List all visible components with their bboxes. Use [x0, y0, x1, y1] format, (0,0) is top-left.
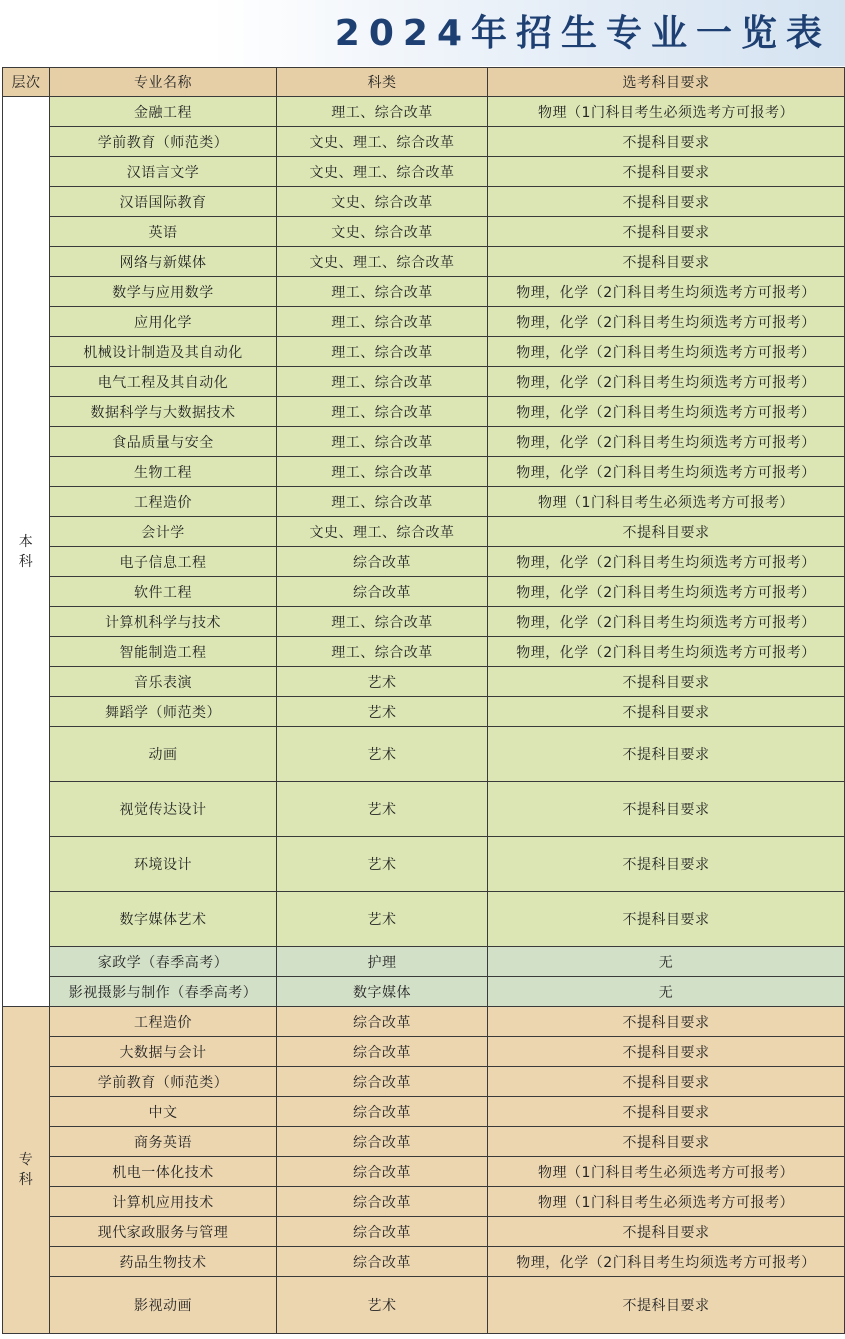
table-row	[3, 1037, 845, 1067]
requirement-cell: 不提科目要求	[488, 697, 845, 727]
requirement-cell: 不提科目要求	[488, 782, 845, 837]
requirement-cell: 物理，化学（2门科目考生均须选考方可报考）	[488, 367, 845, 397]
category-cell: 文史、综合改革	[277, 217, 488, 247]
category-cell: 文史、综合改革	[277, 187, 488, 217]
major-name-cell: 动画	[50, 727, 277, 782]
category-cell: 理工、综合改革	[277, 307, 488, 337]
major-name-cell: 工程造价	[50, 487, 277, 517]
table-row	[3, 457, 845, 487]
major-name-cell: 家政学（春季高考）	[50, 947, 277, 977]
category-cell: 综合改革	[277, 1007, 488, 1037]
major-name-cell: 学前教育（师范类）	[50, 127, 277, 157]
requirement-cell: 不提科目要求	[488, 837, 845, 892]
table-row	[3, 1247, 845, 1277]
major-name-cell: 英语	[50, 217, 277, 247]
major-name-cell: 应用化学	[50, 307, 277, 337]
header-subject-requirement: 选考科目要求	[488, 68, 845, 97]
majors-table	[2, 67, 845, 1334]
major-name-cell: 生物工程	[50, 457, 277, 487]
table-row	[3, 217, 845, 247]
category-cell: 文史、理工、综合改革	[277, 127, 488, 157]
requirement-cell: 不提科目要求	[488, 247, 845, 277]
table-row	[3, 977, 845, 1007]
category-cell: 理工、综合改革	[277, 637, 488, 667]
category-cell: 艺术	[277, 1277, 488, 1334]
table-row	[3, 187, 845, 217]
category-cell: 艺术	[277, 837, 488, 892]
major-name-cell: 工程造价	[50, 1007, 277, 1037]
major-name-cell: 机电一体化技术	[50, 1157, 277, 1187]
requirement-cell: 物理，化学（2门科目考生均须选考方可报考）	[488, 337, 845, 367]
major-name-cell: 大数据与会计	[50, 1037, 277, 1067]
category-cell: 理工、综合改革	[277, 397, 488, 427]
major-name-cell: 食品质量与安全	[50, 427, 277, 457]
table-row	[3, 1187, 845, 1217]
category-cell: 理工、综合改革	[277, 457, 488, 487]
table-row	[3, 697, 845, 727]
major-name-cell: 环境设计	[50, 837, 277, 892]
requirement-cell: 不提科目要求	[488, 892, 845, 947]
category-cell: 理工、综合改革	[277, 337, 488, 367]
category-cell: 综合改革	[277, 547, 488, 577]
category-cell: 综合改革	[277, 1217, 488, 1247]
major-name-cell: 影视摄影与制作（春季高考）	[50, 977, 277, 1007]
requirement-cell: 不提科目要求	[488, 217, 845, 247]
table-row	[3, 637, 845, 667]
header-category: 科类	[277, 68, 488, 97]
major-name-cell: 音乐表演	[50, 667, 277, 697]
header-major-name: 专业名称	[50, 68, 277, 97]
requirement-cell: 物理，化学（2门科目考生均须选考方可报考）	[488, 397, 845, 427]
major-name-cell: 中文	[50, 1097, 277, 1127]
major-name-cell: 学前教育（师范类）	[50, 1067, 277, 1097]
requirement-cell: 不提科目要求	[488, 1127, 845, 1157]
major-name-cell: 电气工程及其自动化	[50, 367, 277, 397]
table-row	[3, 517, 845, 547]
category-cell: 文史、理工、综合改革	[277, 247, 488, 277]
category-cell: 艺术	[277, 697, 488, 727]
category-cell: 数字媒体	[277, 977, 488, 1007]
major-name-cell: 金融工程	[50, 97, 277, 127]
requirement-cell: 物理（1门科目考生必须选考方可报考）	[488, 487, 845, 517]
category-cell: 艺术	[277, 667, 488, 697]
requirement-cell: 不提科目要求	[488, 187, 845, 217]
major-name-cell: 汉语国际教育	[50, 187, 277, 217]
table-row	[3, 947, 845, 977]
category-cell: 综合改革	[277, 1037, 488, 1067]
table-row	[3, 837, 845, 892]
table-row	[3, 782, 845, 837]
requirement-cell: 不提科目要求	[488, 727, 845, 782]
major-name-cell: 电子信息工程	[50, 547, 277, 577]
requirement-cell: 物理，化学（2门科目考生均须选考方可报考）	[488, 457, 845, 487]
category-cell: 文史、理工、综合改革	[277, 517, 488, 547]
requirement-cell: 物理，化学（2门科目考生均须选考方可报考）	[488, 547, 845, 577]
requirement-cell: 不提科目要求	[488, 1097, 845, 1127]
major-name-cell: 数据科学与大数据技术	[50, 397, 277, 427]
category-cell: 理工、综合改革	[277, 607, 488, 637]
major-name-cell: 计算机科学与技术	[50, 607, 277, 637]
category-cell: 理工、综合改革	[277, 487, 488, 517]
requirement-cell: 不提科目要求	[488, 1037, 845, 1067]
table-row	[3, 1067, 845, 1097]
category-cell: 艺术	[277, 892, 488, 947]
table-row	[3, 127, 845, 157]
table-row	[3, 1157, 845, 1187]
major-name-cell: 视觉传达设计	[50, 782, 277, 837]
table-header-row	[3, 68, 845, 97]
requirement-cell: 不提科目要求	[488, 1217, 845, 1247]
table-row	[3, 337, 845, 367]
table-row	[3, 607, 845, 637]
table-row	[3, 577, 845, 607]
requirement-cell: 物理，化学（2门科目考生均须选考方可报考）	[488, 607, 845, 637]
table-row	[3, 247, 845, 277]
category-cell: 文史、理工、综合改革	[277, 157, 488, 187]
category-cell: 理工、综合改革	[277, 277, 488, 307]
table-row	[3, 1277, 845, 1334]
category-cell: 护理	[277, 947, 488, 977]
major-name-cell: 数字媒体艺术	[50, 892, 277, 947]
requirement-cell: 物理，化学（2门科目考生均须选考方可报考）	[488, 307, 845, 337]
requirement-cell: 不提科目要求	[488, 127, 845, 157]
category-cell: 综合改革	[277, 577, 488, 607]
major-name-cell: 计算机应用技术	[50, 1187, 277, 1217]
table-row	[3, 547, 845, 577]
category-cell: 理工、综合改革	[277, 427, 488, 457]
table-row	[3, 892, 845, 947]
category-cell: 综合改革	[277, 1157, 488, 1187]
major-name-cell: 会计学	[50, 517, 277, 547]
table-row	[3, 727, 845, 782]
level-cell-zhuanke	[3, 1007, 50, 1334]
major-name-cell: 软件工程	[50, 577, 277, 607]
requirement-cell: 物理（1门科目考生必须选考方可报考）	[488, 1157, 845, 1187]
level-label: 本 科	[18, 533, 34, 570]
table-row	[3, 487, 845, 517]
major-name-cell: 舞蹈学（师范类）	[50, 697, 277, 727]
requirement-cell: 不提科目要求	[488, 1067, 845, 1097]
page-title: 2024年招生专业一览表	[334, 13, 831, 54]
requirement-cell: 物理，化学（2门科目考生均须选考方可报考）	[488, 577, 845, 607]
category-cell: 理工、综合改革	[277, 97, 488, 127]
category-cell: 综合改革	[277, 1127, 488, 1157]
requirement-cell: 不提科目要求	[488, 1277, 845, 1334]
table-row	[3, 1127, 845, 1157]
major-name-cell: 智能制造工程	[50, 637, 277, 667]
level-label: 专 科	[18, 1152, 34, 1188]
major-name-cell: 网络与新媒体	[50, 247, 277, 277]
table-row	[3, 367, 845, 397]
requirement-cell: 不提科目要求	[488, 667, 845, 697]
table-row	[3, 427, 845, 457]
table-row	[3, 277, 845, 307]
major-name-cell: 汉语言文学	[50, 157, 277, 187]
requirement-cell: 无	[488, 947, 845, 977]
level-cell-benke	[3, 97, 50, 1007]
table-row	[3, 307, 845, 337]
table-row	[3, 667, 845, 697]
major-name-cell: 机械设计制造及其自动化	[50, 337, 277, 367]
major-name-cell: 商务英语	[50, 1127, 277, 1157]
requirement-cell: 物理，化学（2门科目考生均须选考方可报考）	[488, 637, 845, 667]
category-cell: 艺术	[277, 782, 488, 837]
major-name-cell: 药品生物技术	[50, 1247, 277, 1277]
category-cell: 综合改革	[277, 1067, 488, 1097]
requirement-cell: 不提科目要求	[488, 157, 845, 187]
requirement-cell: 无	[488, 977, 845, 1007]
major-name-cell: 现代家政服务与管理	[50, 1217, 277, 1247]
requirement-cell: 物理（1门科目考生必须选考方可报考）	[488, 1187, 845, 1217]
table-row	[3, 397, 845, 427]
category-cell: 综合改革	[277, 1097, 488, 1127]
header-level: 层次	[3, 68, 50, 97]
table-row	[3, 1097, 845, 1127]
major-name-cell: 数学与应用数学	[50, 277, 277, 307]
category-cell: 理工、综合改革	[277, 367, 488, 397]
category-cell: 综合改革	[277, 1187, 488, 1217]
requirement-cell: 不提科目要求	[488, 517, 845, 547]
requirement-cell: 物理（1门科目考生必须选考方可报考）	[488, 97, 845, 127]
category-cell: 综合改革	[277, 1247, 488, 1277]
table-row	[3, 1217, 845, 1247]
requirement-cell: 物理，化学（2门科目考生均须选考方可报考）	[488, 427, 845, 457]
table-row	[3, 1007, 845, 1037]
category-cell: 艺术	[277, 727, 488, 782]
requirement-cell: 不提科目要求	[488, 1007, 845, 1037]
requirement-cell: 物理，化学（2门科目考生均须选考方可报考）	[488, 1247, 845, 1277]
requirement-cell: 物理，化学（2门科目考生均须选考方可报考）	[488, 277, 845, 307]
major-name-cell: 影视动画	[50, 1277, 277, 1334]
table-row	[3, 97, 845, 127]
table-row	[3, 157, 845, 187]
